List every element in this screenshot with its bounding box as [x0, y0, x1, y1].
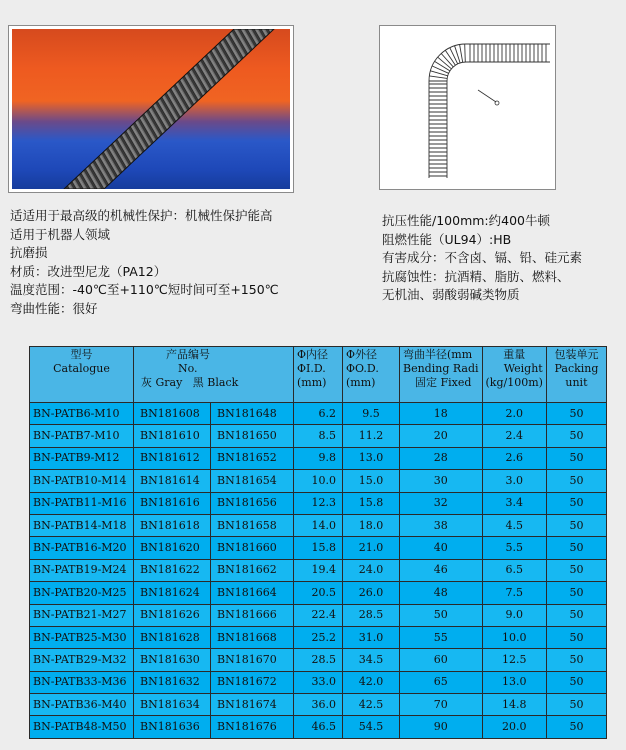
cell-bending-radius: 48 — [400, 582, 483, 604]
spec-line: 温度范围：-40℃至+110℃短时间可至+150℃ — [10, 282, 279, 298]
cell-outer-diameter: 9.5 — [343, 403, 400, 425]
cell-gray-no: BN181608 — [134, 403, 211, 425]
cell-bending-radius: 65 — [400, 671, 483, 693]
cell-black-no: BN181670 — [211, 649, 294, 671]
cell-black-no: BN181676 — [211, 716, 294, 738]
cell-gray-no: BN181612 — [134, 447, 211, 469]
spec-line: 阻燃性能（UL94）:HB — [382, 231, 512, 247]
cell-inner-diameter: 25.2 — [294, 626, 343, 648]
cell-inner-diameter: 46.5 — [294, 716, 343, 738]
cell-weight: 7.5 — [482, 582, 546, 604]
table-row — [30, 559, 607, 581]
cell-inner-diameter: 19.4 — [294, 559, 343, 581]
table-header-row — [30, 347, 607, 403]
cell-gray-no: BN181628 — [134, 626, 211, 648]
cell-outer-diameter: 28.5 — [343, 604, 400, 626]
header-bend-fixed: 固定 Fixed — [415, 376, 472, 389]
cell-black-no: BN181672 — [211, 671, 294, 693]
cell-weight: 9.0 — [482, 604, 546, 626]
cell-packing-unit: 50 — [546, 671, 606, 693]
cell-gray-no: BN181622 — [134, 559, 211, 581]
table-row — [30, 537, 607, 559]
table-row — [30, 403, 607, 425]
cell-inner-diameter: 12.3 — [294, 492, 343, 514]
cell-gray-no: BN181616 — [134, 492, 211, 514]
cell-black-no: BN181648 — [211, 403, 294, 425]
cell-black-no: BN181656 — [211, 492, 294, 514]
spec-line: 适适用于最高级的机械性保护：机械性保护能高 — [10, 208, 273, 223]
header-bend-en: Bending Radi — [403, 362, 479, 375]
cell-bending-radius: 38 — [400, 514, 483, 536]
table-row — [30, 671, 607, 693]
cell-packing-unit: 50 — [546, 447, 606, 469]
cell-weight: 4.5 — [482, 514, 546, 536]
cell-catalogue: BN-PATB14-M18 — [30, 514, 134, 536]
hose-rib — [429, 76, 447, 79]
header-weight-en: Weight — [503, 362, 543, 375]
cell-catalogue: BN-PATB29-M32 — [30, 649, 134, 671]
hose-rib — [460, 45, 463, 63]
cell-weight: 10.0 — [482, 626, 546, 648]
cell-weight: 2.0 — [482, 403, 546, 425]
cell-catalogue: BN-PATB36-M40 — [30, 694, 134, 716]
spec-line: 弯曲性能：很好 — [10, 300, 98, 316]
cell-bending-radius: 46 — [400, 559, 483, 581]
header-catalogue — [30, 347, 134, 403]
cell-gray-no: BN181634 — [134, 694, 211, 716]
cell-packing-unit: 50 — [546, 403, 606, 425]
cell-packing-unit: 50 — [546, 626, 606, 648]
cell-packing-unit: 50 — [546, 425, 606, 447]
table-row — [30, 514, 607, 536]
cell-black-no: BN181652 — [211, 447, 294, 469]
cell-gray-no: BN181624 — [134, 582, 211, 604]
cell-weight: 2.6 — [482, 447, 546, 469]
header-product-no-colors: 灰 Gray 黑 Black — [141, 376, 239, 389]
cell-black-no: BN181666 — [211, 604, 294, 626]
cell-catalogue: BN-PATB25-M30 — [30, 626, 134, 648]
cell-catalogue: BN-PATB6-M10 — [30, 403, 134, 425]
cell-gray-no: BN181610 — [134, 425, 211, 447]
header-weight-cn: 重量 — [503, 348, 526, 361]
cell-gray-no: BN181632 — [134, 671, 211, 693]
table-row — [30, 694, 607, 716]
cell-packing-unit: 50 — [546, 716, 606, 738]
cell-outer-diameter: 26.0 — [343, 582, 400, 604]
cell-bending-radius: 90 — [400, 716, 483, 738]
cell-catalogue: BN-PATB11-M16 — [30, 492, 134, 514]
hose-rib — [455, 46, 461, 63]
spec-line: 抗磨损 — [10, 245, 48, 261]
table-row — [30, 425, 607, 447]
cell-inner-diameter: 8.5 — [294, 425, 343, 447]
cell-outer-diameter: 54.5 — [343, 716, 400, 738]
cell-inner-diameter: 22.4 — [294, 604, 343, 626]
header-bend-cn: 弯曲半径(mm — [403, 348, 473, 361]
header-packing-unit — [546, 347, 606, 403]
cell-inner-diameter: 6.2 — [294, 403, 343, 425]
product-table-wrap — [29, 346, 607, 739]
cell-weight: 20.0 — [482, 716, 546, 738]
cell-weight: 3.4 — [482, 492, 546, 514]
cell-gray-no: BN181614 — [134, 470, 211, 492]
product-photo-frame — [8, 25, 294, 193]
cell-bending-radius: 60 — [400, 649, 483, 671]
header-od-unit: (mm) — [346, 376, 376, 389]
cell-outer-diameter: 15.8 — [343, 492, 400, 514]
cell-black-no: BN181662 — [211, 559, 294, 581]
product-table — [29, 346, 607, 739]
header-product-no-en: No. — [178, 362, 198, 375]
header-pack-unit: unit — [565, 376, 588, 389]
product-drawing — [379, 25, 556, 190]
cell-black-no: BN181654 — [211, 470, 294, 492]
cell-packing-unit: 50 — [546, 604, 606, 626]
cell-inner-diameter: 14.0 — [294, 514, 343, 536]
cell-gray-no: BN181636 — [134, 716, 211, 738]
cell-black-no: BN181650 — [211, 425, 294, 447]
cell-catalogue: BN-PATB16-M20 — [30, 537, 134, 559]
cell-outer-diameter: 13.0 — [343, 447, 400, 469]
table-row — [30, 447, 607, 469]
bent-hose-drawing — [380, 26, 555, 189]
cell-gray-no: BN181620 — [134, 537, 211, 559]
spec-line: 抗压性能/100mm:约400牛顿 — [382, 213, 550, 228]
cell-inner-diameter: 10.0 — [294, 470, 343, 492]
cell-packing-unit: 50 — [546, 582, 606, 604]
cell-outer-diameter: 18.0 — [343, 514, 400, 536]
cell-packing-unit: 50 — [546, 559, 606, 581]
cell-outer-diameter: 15.0 — [343, 470, 400, 492]
cell-catalogue: BN-PATB21-M27 — [30, 604, 134, 626]
cell-inner-diameter: 33.0 — [294, 671, 343, 693]
hose-edge — [447, 62, 550, 178]
cell-outer-diameter: 24.0 — [343, 559, 400, 581]
spec-list-left — [10, 207, 370, 319]
table-row — [30, 470, 607, 492]
cell-packing-unit: 50 — [546, 470, 606, 492]
header-id-unit: (mm) — [297, 376, 327, 389]
cell-gray-no: BN181626 — [134, 604, 211, 626]
cell-weight: 3.0 — [482, 470, 546, 492]
cell-outer-diameter: 31.0 — [343, 626, 400, 648]
hose-rib — [465, 44, 466, 62]
cell-bending-radius: 28 — [400, 447, 483, 469]
cell-bending-radius: 50 — [400, 604, 483, 626]
conduit-photo-graphic — [12, 29, 290, 189]
cell-inner-diameter: 20.5 — [294, 582, 343, 604]
cell-black-no: BN181660 — [211, 537, 294, 559]
header-id-en: ΦI.D. — [297, 362, 326, 375]
header-id-cn: Φ内径 — [297, 348, 329, 361]
spec-line: 有害成分：不含卤、镉、铅、硅元素 — [382, 250, 583, 266]
cell-packing-unit: 50 — [546, 537, 606, 559]
cell-bending-radius: 18 — [400, 403, 483, 425]
cell-catalogue: BN-PATB48-M50 — [30, 716, 134, 738]
dimension-marker-icon — [495, 101, 499, 105]
cell-gray-no: BN181630 — [134, 649, 211, 671]
cell-black-no: BN181668 — [211, 626, 294, 648]
cell-inner-diameter: 36.0 — [294, 694, 343, 716]
cell-inner-diameter: 15.8 — [294, 537, 343, 559]
cell-packing-unit: 50 — [546, 492, 606, 514]
cell-weight: 2.4 — [482, 425, 546, 447]
spec-line: 无机油、弱酸弱碱类物质 — [382, 287, 520, 303]
header-od-cn: Φ外径 — [346, 348, 378, 361]
cell-packing-unit: 50 — [546, 694, 606, 716]
table-row — [30, 492, 607, 514]
spec-line: 适用于机器人领域 — [10, 226, 111, 242]
cell-catalogue: BN-PATB33-M36 — [30, 671, 134, 693]
header-pack-en: Packing — [554, 362, 599, 375]
header-bending-radius — [400, 347, 483, 403]
cell-outer-diameter: 11.2 — [343, 425, 400, 447]
cell-catalogue: BN-PATB19-M24 — [30, 559, 134, 581]
header-inner-diameter — [294, 347, 343, 403]
cell-bending-radius: 20 — [400, 425, 483, 447]
cell-outer-diameter: 21.0 — [343, 537, 400, 559]
dimension-leader-line — [478, 90, 496, 102]
cell-catalogue: BN-PATB10-M14 — [30, 470, 134, 492]
cell-black-no: BN181658 — [211, 514, 294, 536]
hose-rib — [450, 48, 458, 64]
cell-packing-unit: 50 — [546, 649, 606, 671]
table-row — [30, 582, 607, 604]
cell-bending-radius: 30 — [400, 470, 483, 492]
cell-outer-diameter: 34.5 — [343, 649, 400, 671]
header-weight — [482, 347, 546, 403]
table-row — [30, 649, 607, 671]
cell-inner-diameter: 28.5 — [294, 649, 343, 671]
table-body — [30, 403, 607, 739]
cell-bending-radius: 40 — [400, 537, 483, 559]
header-pack-cn: 包装单元 — [554, 348, 599, 361]
table-row — [30, 604, 607, 626]
cell-bending-radius: 70 — [400, 694, 483, 716]
cell-outer-diameter: 42.0 — [343, 671, 400, 693]
spec-line: 抗腐蚀性：抗酒精、脂肪、燃料、 — [382, 268, 570, 284]
spec-line: 材质：改进型尼龙（PA12） — [10, 263, 167, 279]
cell-bending-radius: 55 — [400, 626, 483, 648]
cell-black-no: BN181674 — [211, 694, 294, 716]
cell-weight: 13.0 — [482, 671, 546, 693]
cell-bending-radius: 32 — [400, 492, 483, 514]
spec-list-right — [382, 212, 622, 305]
cell-catalogue: BN-PATB20-M25 — [30, 582, 134, 604]
cell-packing-unit: 50 — [546, 514, 606, 536]
header-product-no-cn: 产品编号 — [166, 348, 210, 361]
product-photo — [12, 29, 290, 189]
table-row — [30, 626, 607, 648]
cell-inner-diameter: 9.8 — [294, 447, 343, 469]
cell-weight: 14.8 — [482, 694, 546, 716]
cell-catalogue: BN-PATB7-M10 — [30, 425, 134, 447]
cell-weight: 5.5 — [482, 537, 546, 559]
cell-outer-diameter: 42.5 — [343, 694, 400, 716]
cell-catalogue: BN-PATB9-M12 — [30, 447, 134, 469]
cell-gray-no: BN181618 — [134, 514, 211, 536]
header-od-en: ΦO.D. — [346, 362, 379, 375]
header-catalogue-en: Catalogue — [53, 362, 110, 375]
cell-black-no: BN181664 — [211, 582, 294, 604]
cell-weight: 12.5 — [482, 649, 546, 671]
header-outer-diameter — [343, 347, 400, 403]
table-row — [30, 716, 607, 738]
cell-weight: 6.5 — [482, 559, 546, 581]
header-catalogue-cn: 型号 — [70, 348, 93, 361]
header-product-no — [134, 347, 294, 403]
header-weight-unit: (kg/100m) — [485, 376, 543, 389]
